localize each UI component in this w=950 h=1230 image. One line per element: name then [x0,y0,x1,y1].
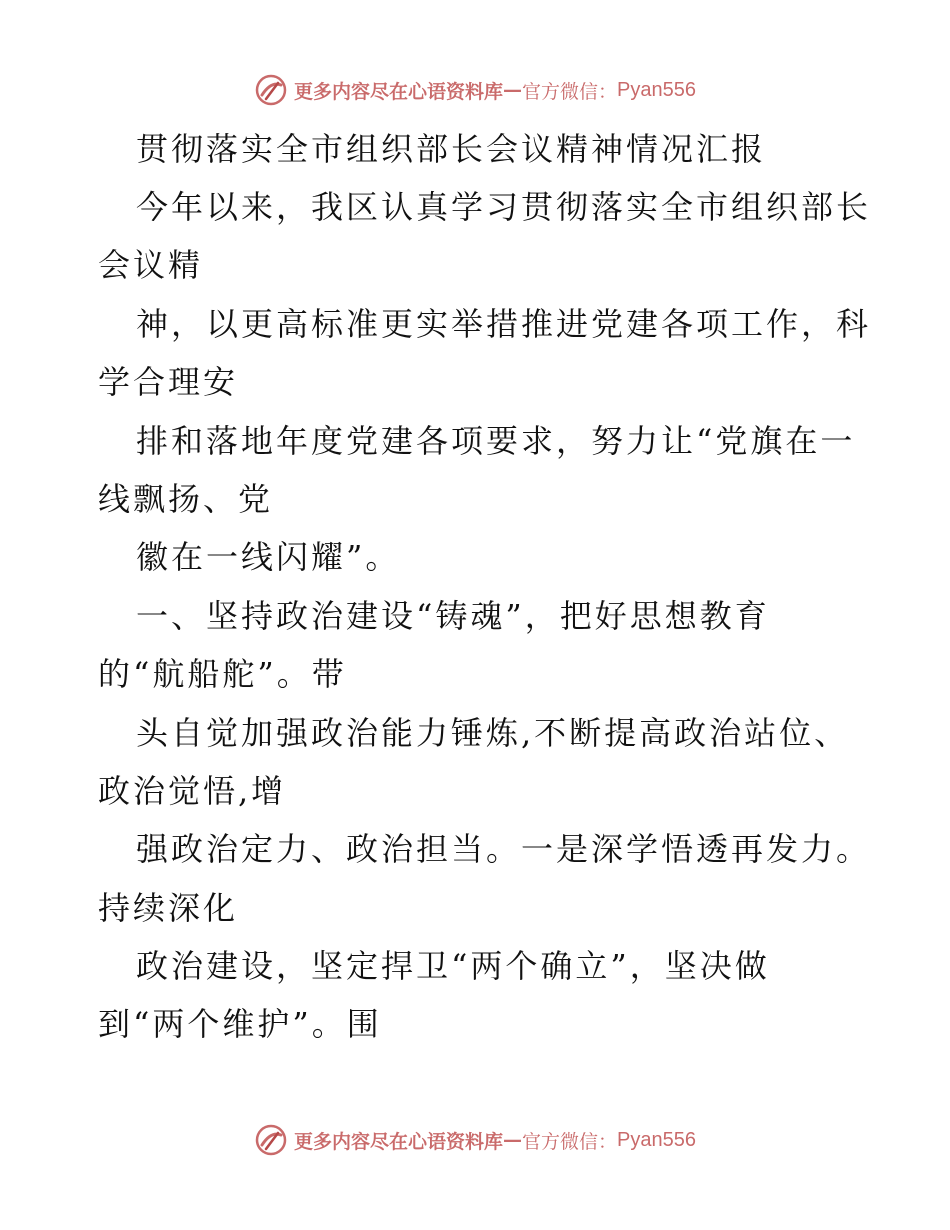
body-line: 徽在一线闪耀”。 [136,538,401,576]
watermark-wechat-label: 官方微信： [522,1130,618,1153]
watermark-wechat-id: Pyan556 [617,1128,696,1151]
body-line: 的“航船舵”。带 [98,655,347,693]
body-line: 线飘扬、党 [98,480,274,518]
body-line: 排和落地年度党建各项要求，努力让“党旗在一 [136,422,856,460]
watermark-wechat-label: 官方微信： [522,80,618,103]
seal-logo-icon [254,1123,288,1157]
watermark-separator: — [503,1129,523,1151]
body-line: 持续深化 [98,889,239,927]
body-line: 今年以来，我区认真学习贯彻落实全市组织部长 [136,188,872,226]
body-line: 头自觉加强政治能力锤炼,不断提高政治站位、 [136,714,850,752]
body-line: 政治觉悟,增 [98,772,287,810]
watermark-text: 更多内容尽在心语资料库 [294,80,504,103]
body-line: 神，以更高标准更实举措推进党建各项工作，科 [136,305,872,343]
body-line: 政治建设，坚定捍卫“两个确立”，坚决做 [136,947,770,985]
seal-logo-icon [254,73,288,107]
watermark-banner-top [0,70,950,110]
watermark-separator: — [503,79,523,101]
watermark-text: 更多内容尽在心语资料库 [294,1130,504,1153]
body-line: 强政治定力、政治担当。一是深学悟透再发力。 [136,830,872,868]
section-heading: 一、坚持政治建设“铸魂”，把好思想教育 [136,597,770,635]
watermark-wechat-id: Pyan556 [617,78,696,101]
body-line: 学合理安 [98,363,239,401]
body-line: 到“两个维护”。围 [98,1005,382,1043]
document-title: 贯彻落实全市组织部长会议精神情况汇报 [136,130,767,168]
body-line: 会议精 [98,246,204,284]
watermark-banner-bottom [0,1120,950,1160]
